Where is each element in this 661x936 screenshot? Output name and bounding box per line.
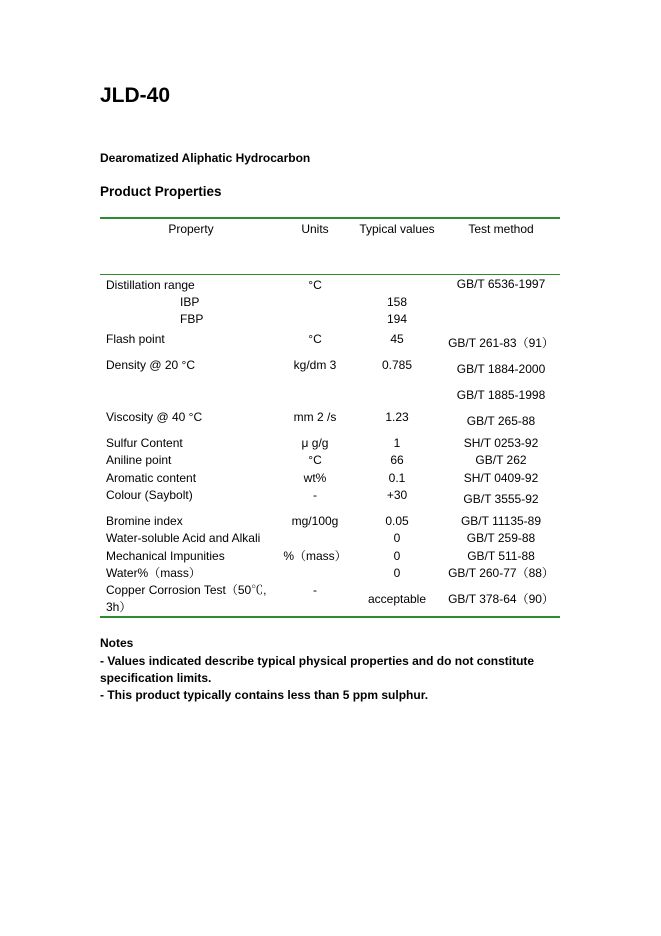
row-value: 66 — [390, 453, 404, 467]
row-test-method: GB/T 378-64（90） — [448, 592, 554, 606]
row-property: Flash point — [106, 332, 165, 346]
row-test-method: GB/T 262 — [475, 453, 527, 467]
row-test-method: GB/T 1884-2000 — [456, 362, 546, 376]
row-property: Distillation range — [106, 278, 195, 292]
row-test-method: GB/T 265-88 — [466, 414, 536, 428]
row-test-method: GB/T 6536-1997 — [456, 277, 546, 291]
note-item: - Values indicated describe typical physical properties and do not constitute specification limits. — [100, 654, 535, 685]
row-test-method: GB/T 261-83（91） — [448, 336, 554, 350]
row-property: Aromatic content — [106, 471, 197, 485]
table-header-rule — [100, 274, 560, 275]
row-test-method: GB/T 260-77（88） — [448, 566, 554, 580]
row-property: Mechanical Impunities — [106, 549, 225, 563]
row-property: Viscosity @ 40 °C — [106, 410, 203, 424]
row-property: Colour (Saybolt) — [106, 488, 193, 502]
table-bottom-rule — [100, 616, 560, 618]
row-unit: %（mass） — [283, 549, 347, 563]
section-heading: Product Properties — [100, 184, 222, 199]
row-property-continued: 3h） — [106, 600, 132, 614]
row-unit: °C — [308, 453, 322, 467]
note-item: - This product typically contains less than 5 ppm sulphur. — [100, 688, 429, 702]
row-property: Water%（mass） — [106, 566, 201, 580]
header-property: Property — [168, 222, 214, 236]
row-unit: kg/dm 3 — [293, 358, 337, 372]
row-property: IBP — [180, 295, 200, 309]
row-value: acceptable — [367, 592, 427, 606]
product-subtitle: Dearomatized Aliphatic Hydrocarbon — [100, 151, 311, 165]
row-property: Sulfur Content — [106, 436, 183, 450]
row-unit: - — [313, 488, 317, 502]
row-value: 158 — [386, 295, 408, 309]
row-value: 0.05 — [385, 514, 409, 528]
row-property: Aniline point — [106, 453, 172, 467]
row-property: Density @ 20 °C — [106, 358, 196, 372]
row-unit: °C — [308, 278, 322, 292]
row-unit: - — [313, 583, 317, 597]
row-test-method: GB/T 11135-89 — [460, 514, 542, 528]
row-test-method: SH/T 0253-92 — [463, 436, 539, 450]
row-test-method: GB/T 259-88 — [466, 531, 536, 545]
row-value: 0.1 — [388, 471, 406, 485]
row-property: FBP — [180, 312, 204, 326]
header-units: Units — [301, 222, 329, 236]
row-property: Copper Corrosion Test（50℃, — [106, 583, 267, 597]
header-test-method: Test method — [468, 222, 534, 236]
document-title: JLD-40 — [100, 84, 171, 107]
header-typical-values: Typical values — [359, 222, 435, 236]
row-value: 1 — [393, 436, 401, 450]
row-unit: mm 2 /s — [293, 410, 337, 424]
row-value: +30 — [386, 488, 408, 502]
row-unit: μ g/g — [301, 436, 329, 450]
row-value: 1.23 — [385, 410, 409, 424]
row-test-method: SH/T 0409-92 — [463, 471, 539, 485]
row-test-method: GB/T 511-88 — [467, 549, 535, 563]
row-unit: °C — [308, 332, 322, 346]
row-unit: wt% — [303, 471, 327, 485]
row-value: 0 — [393, 549, 401, 563]
row-value: 0 — [393, 566, 401, 580]
row-property: Water-soluble Acid and Alkali — [106, 531, 261, 545]
row-test-method: GB/T 1885-1998 — [456, 388, 546, 402]
row-test-method: GB/T 3555-92 — [463, 492, 539, 506]
row-value: 0.785 — [381, 358, 413, 372]
row-value: 194 — [386, 312, 408, 326]
row-property: Bromine index — [106, 514, 183, 528]
row-value: 45 — [390, 332, 404, 346]
row-value: 0 — [393, 531, 401, 545]
table-top-rule — [100, 217, 560, 219]
notes-heading: Notes — [100, 636, 134, 650]
row-unit: mg/100g — [291, 514, 339, 528]
